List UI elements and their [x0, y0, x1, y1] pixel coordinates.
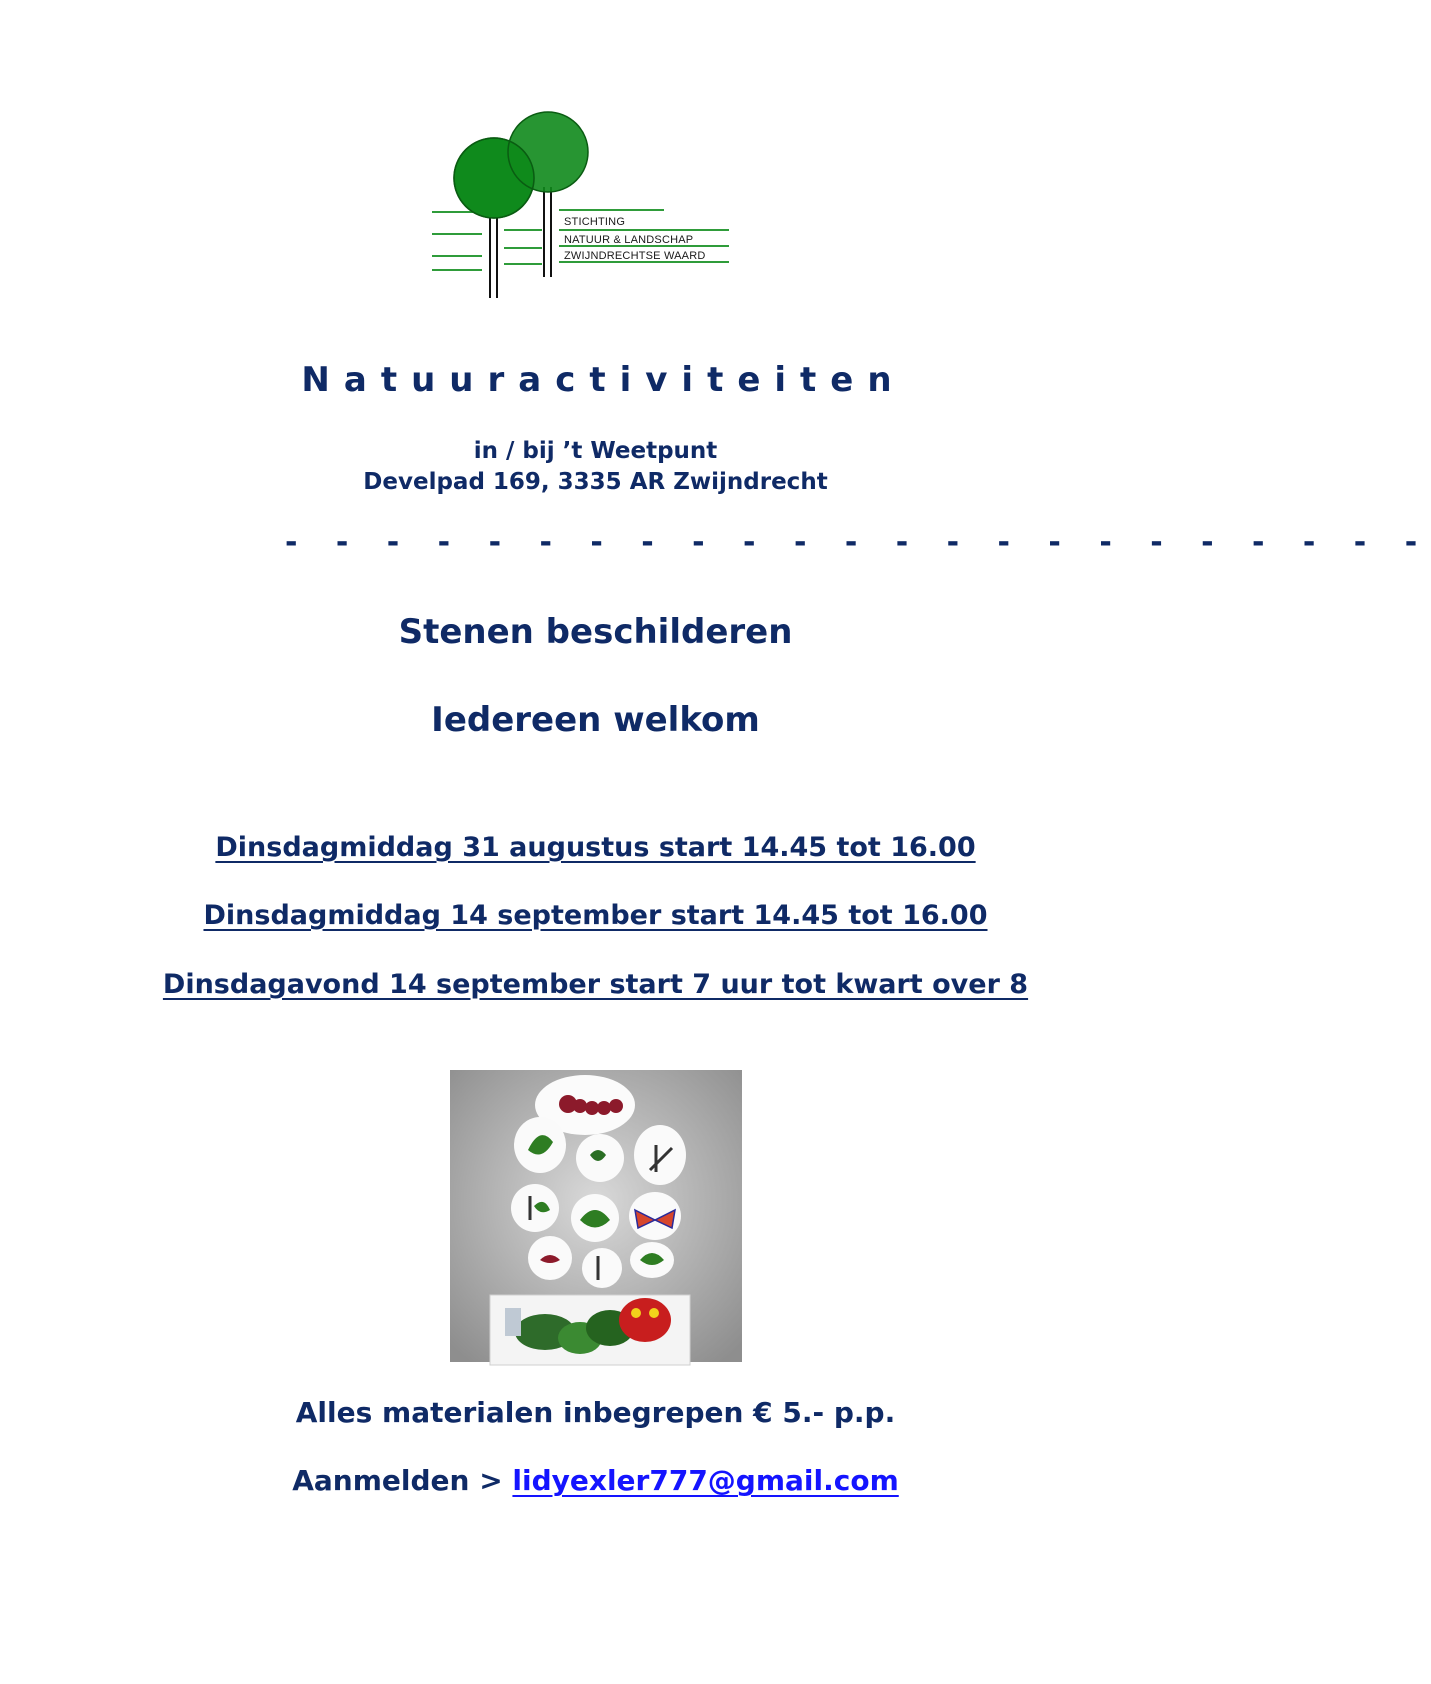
- date-link[interactable]: Dinsdagavond 14 september start 7 uur tot kwart over 8: [162, 969, 1029, 1000]
- location-block: [0, 436, 1191, 498]
- venue-text: in / bij ’t Weetpunt: [473, 438, 718, 464]
- welcome-heading: Iedereen welkom: [431, 700, 760, 740]
- date-link[interactable]: Dinsdagmiddag 31 augustus start 14.45 tot 16.00: [215, 832, 976, 863]
- painted-stones-image: [450, 1070, 742, 1362]
- address-text: Develpad 169, 3335 AR Zwijndrecht: [363, 469, 828, 495]
- price-text: Alles materialen inbegrepen € 5.- p.p.: [295, 1396, 896, 1429]
- logo-text-line1: STICHTING: [564, 216, 626, 228]
- page-title: Natuuractiviteiten: [301, 360, 906, 400]
- date-link[interactable]: Dinsdagmiddag 14 september start 14.45 tot 16.00: [203, 900, 988, 931]
- tree-logo-icon: [424, 112, 754, 302]
- signup-line: [0, 1464, 1191, 1497]
- email-link[interactable]: lidyexler777@gmail.com: [512, 1464, 899, 1497]
- painted-stones-photo: [450, 1070, 742, 1362]
- logo-text-line2: NATUUR & LANDSCHAP: [564, 234, 694, 246]
- dash-divider: - - - - - - - - - - - - - - - - - - - - - - -: [285, 525, 1431, 560]
- logo-text-line3: ZWIJNDRECHTSE WAARD: [564, 250, 706, 262]
- foundation-logo: [424, 112, 754, 302]
- activity-heading: Stenen beschilderen: [398, 612, 793, 652]
- signup-label: Aanmelden >: [292, 1464, 503, 1497]
